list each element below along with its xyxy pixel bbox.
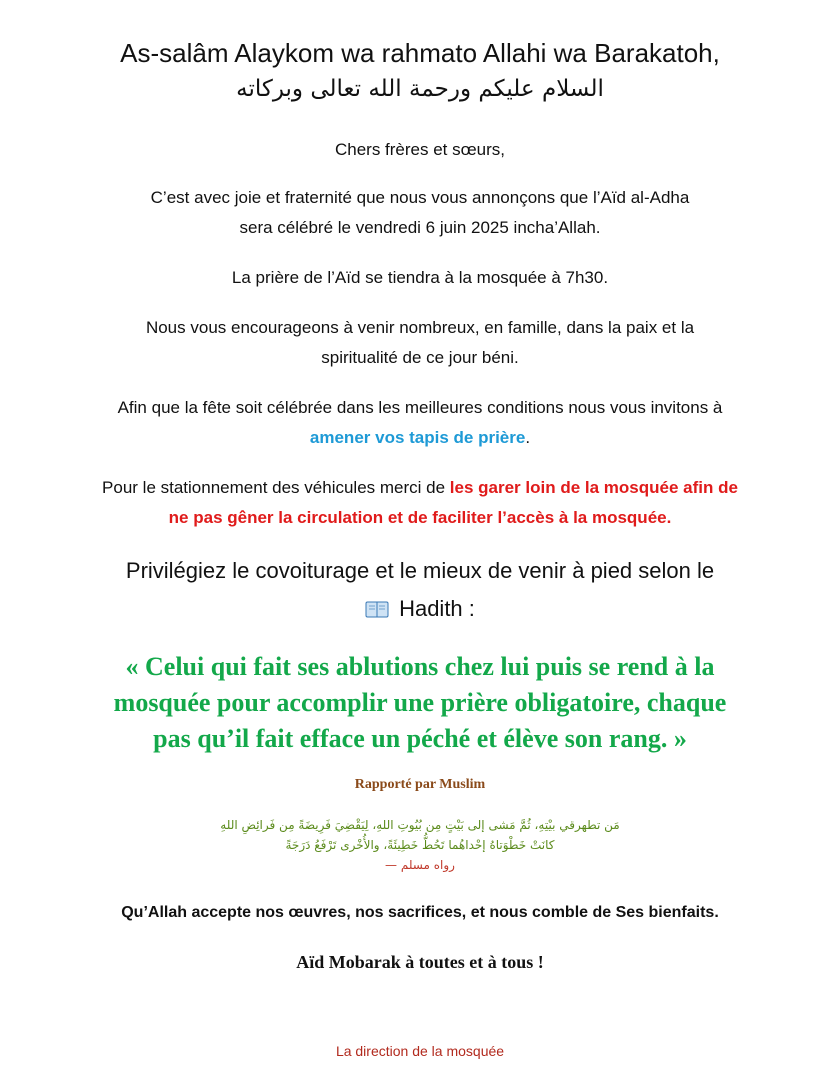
announcement-line-2: sera célébré le vendredi 6 juin 2025 incha’Allah.	[239, 218, 601, 237]
hadith-source: Rapporté par Muslim	[354, 777, 486, 792]
carpets-highlight: amener vos tapis de prière	[309, 428, 526, 447]
book-icon	[365, 600, 389, 618]
carpets-line-1: Afin que la fête soit célébrée dans les meilleures conditions nous vous invitons à	[117, 398, 723, 417]
parking-prefix: Pour le stationnement des véhicules merci de	[102, 478, 450, 497]
closing-prayer: Qu’Allah accepte nos œuvres, nos sacrifices, et nous comble de Ses bienfaits.	[121, 904, 719, 921]
carpets-line-2	[0, 428, 840, 448]
signature: La direction de la mosquée	[335, 1043, 505, 1059]
parking-line-1	[0, 478, 840, 498]
greeting-arabic: السلام عليكم ورحمة الله تعالى وبركاته	[236, 76, 604, 102]
greeting-french: As-salâm Alaykom wa rahmato Allahi wa Barakatoh,	[120, 38, 720, 68]
hadith-quote-line-1: « Celui qui fait ses ablutions chez lui puis se rend à la	[125, 652, 715, 681]
prayer-time: La prière de l’Aïd se tiendra à la mosquée à 7h30.	[231, 268, 609, 287]
parking-highlight-2: ne pas gêner la circulation et de faciliter l’accès à la mosquée.	[168, 508, 672, 527]
hadith-arabic-line-2: كانَتْ خَطْوَتاهُ إحْداهُما تَحُطُّ خَطِيئَةً، والأُخْرى تَرْفَعُ دَرَجَةً	[285, 838, 555, 852]
hadith-quote-line-2: mosquée pour accomplir une prière obligatoire, chaque	[113, 688, 727, 717]
encouragement-line-1: Nous vous encourageons à venir nombreux, en famille, dans la paix et la	[145, 318, 695, 337]
aid-mobarak: Aïd Mobarak à toutes et à tous !	[296, 952, 544, 972]
hadith-arabic-line-1: مَن تطهرقي بيْتِهِ، ثُمَّ مَشى إلى بَيْتٍ مِن بُيُوتِ اللهِ، لِيَقْضِيَ فَرِيضَةً مِن فَرائِضِ اللهِ	[220, 818, 620, 832]
parking-line-2	[0, 508, 840, 528]
salutation: Chers frères et sœurs,	[334, 140, 506, 159]
hadith-label: Hadith :	[399, 596, 475, 621]
carpool-line-1: Privilégiez le covoiturage et le mieux de venir à pied selon le	[125, 558, 715, 583]
carpets-suffix: .	[525, 428, 531, 447]
announcement-line-1: C’est avec joie et fraternité que nous vous annonçons que l’Aïd al-Adha	[150, 188, 690, 207]
hadith-arabic-source: رواه مسلم —	[385, 858, 455, 872]
hadith-quote-line-3: pas qu’il fait efface un péché et élève son rang. »	[153, 724, 687, 753]
carpool-line-2	[0, 596, 840, 622]
parking-highlight-1: les garer loin de la mosquée afin de	[449, 478, 738, 497]
encouragement-line-2: spiritualité de ce jour béni.	[321, 348, 519, 367]
